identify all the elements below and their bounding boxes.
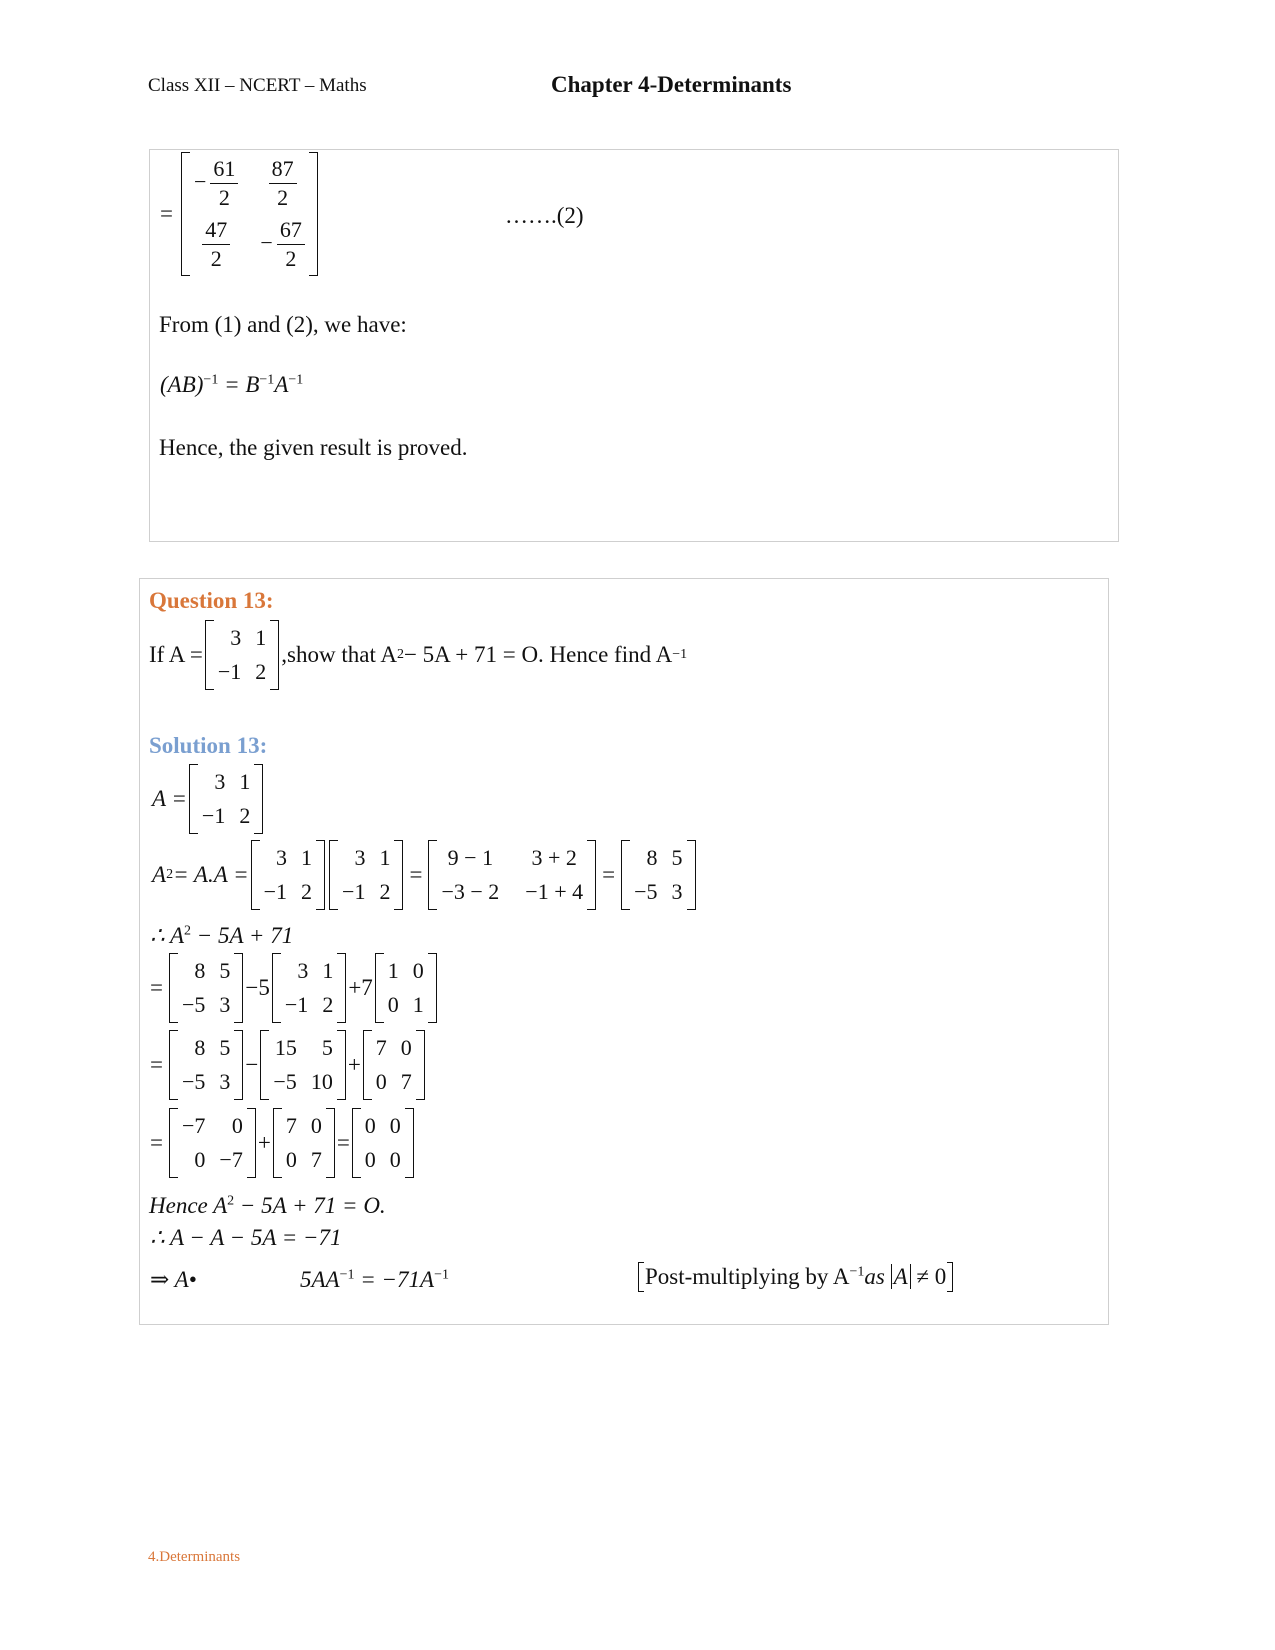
therefore-line: ∴ $A^2 - 5A + 71$ [150,923,294,948]
matrix-result-row [160,152,320,276]
post-multiply-note: Post-multiplying by $A^{-1}as$ A ≠ 0 [638,1262,953,1292]
hence-proved-text: Hence, the given result is proved. [159,435,468,460]
hence-line: Hence $A^2 - 5A + 71 = O$. [149,1193,386,1218]
substitution-row: = 8 5 −5 3 −5 3 1 −1 2 +7 1 0 0 1 [150,953,439,1023]
question-13-text: If A = 3 1 −1 2 ,show that A 2 − 5A + 71 = O. Hence find A −1 [149,620,687,690]
question-13-heading: Question 13: [149,588,274,613]
solution-13-heading: Solution 13: [149,733,268,758]
matrix-A: 3 1 −1 2 [205,620,279,690]
step-line-3-lhs: ⇒ A• [150,1267,197,1292]
a-squared-computation: A 2 = A.A = 3 1 −1 2 3 1 −1 2 = 9 − 1 3 + 2 −3 − 2 −1 + 4 = 8 5 −5 3 [152,840,698,910]
step-line-2: ∴ A − A − 5A = −71 [150,1225,342,1250]
footer-chapter: 4.Determinants [148,1549,241,1565]
scaled-row: = 8 5 −5 3 − 15 5 −5 10 + 7 0 0 7 [150,1030,427,1100]
fraction-matrix: − $\frac{61}{2}$ $\frac{87}{2}$ $\frac{47}{2}$ − $\frac{67}{2}$ [181,152,318,276]
result-row: = −7 0 0 −7 + 7 0 0 7 = 0 0 0 0 [150,1108,416,1178]
header-chapter: Chapter 4-Determinants [551,72,792,97]
result-equation: $(AB)^{-1} = B^{-1}A^{-1}$ [160,372,304,397]
a-definition: A = 3 1 −1 2 [152,764,265,834]
header-class: Class XII – NCERT – Maths [148,75,367,96]
from-text: From (1) and (2), we have: [159,312,407,337]
equation-label: …….(2) [505,203,584,228]
equals-sign: = [160,201,173,226]
step-line-3-rhs: $5AA^{-1} = -71A^{-1}$ [300,1267,450,1292]
